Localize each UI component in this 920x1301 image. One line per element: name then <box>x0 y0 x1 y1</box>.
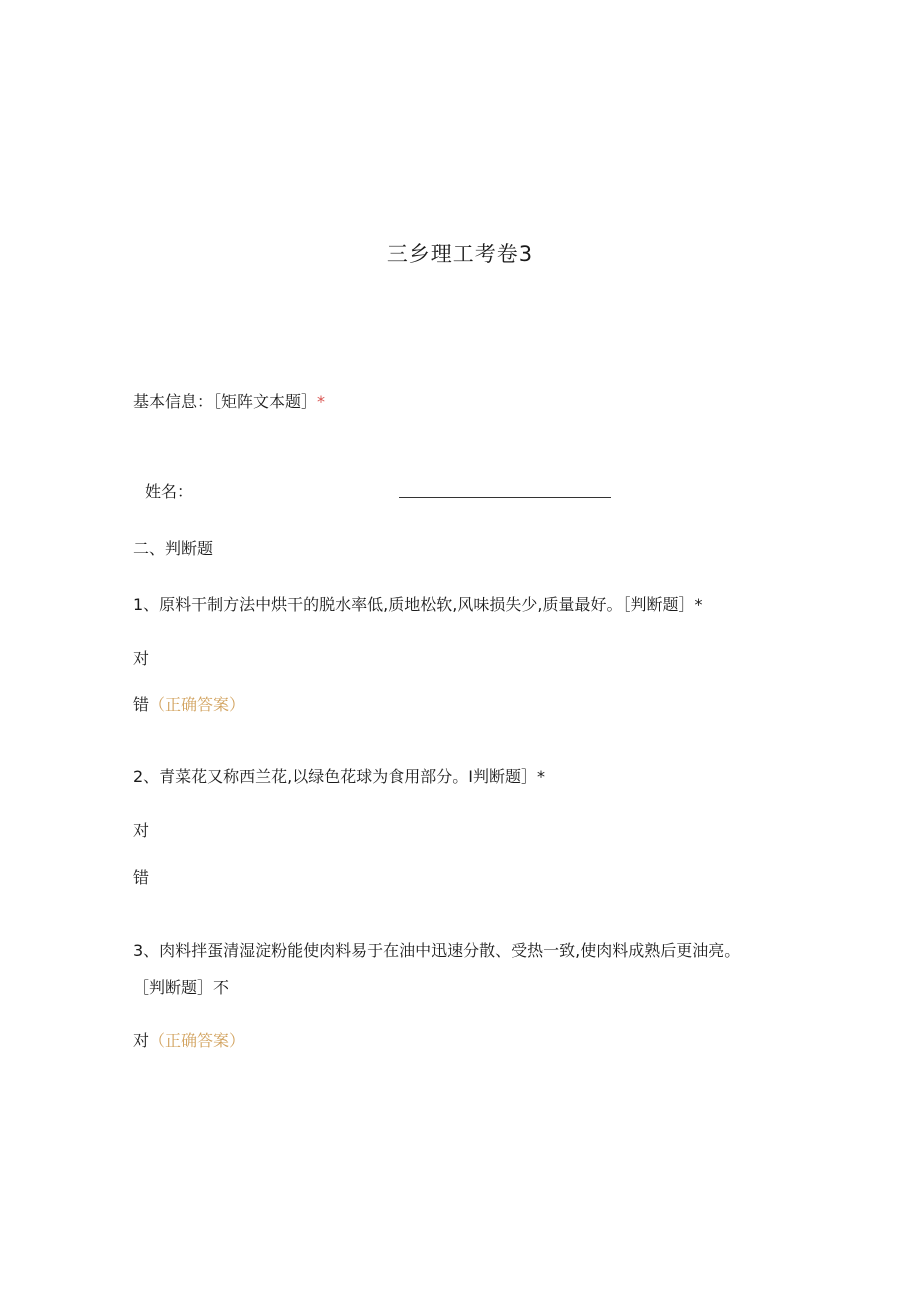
page-title: 三乡理工考卷3 <box>386 242 534 266</box>
question-3-text-line-1: 3、肉料拌蛋清湿淀粉能使肉料易于在油中迅速分散、受热一致,使肉料成熟后更油亮。 <box>133 941 741 960</box>
correct-answer-mark: （正确答案） <box>149 1031 246 1050</box>
option-label: 错 <box>133 695 150 714</box>
question-3-option-true[interactable] <box>133 1030 245 1052</box>
basic-info-label: 基本信息：［矩阵文本题］ <box>133 392 318 411</box>
required-star: * <box>317 392 326 411</box>
name-label: 姓名： <box>145 482 194 501</box>
correct-answer-mark: （正确答案） <box>149 695 246 714</box>
question-2-text: 2、青菜花又称西兰花,以绿色花球为食用部分。I判断题］* <box>133 767 545 786</box>
question-1-text: 1、原料干制方法中烘干的脱水率低,质地松软,风味损失少,质量最好。［判断题］* <box>133 595 703 614</box>
name-input-line[interactable] <box>399 497 611 498</box>
question-3-text-line-2: ［判断题］不 <box>133 978 230 997</box>
section-heading: 二、判断题 <box>133 539 214 558</box>
question-1-option-true[interactable]: 对 <box>133 649 150 668</box>
basic-info-question <box>133 391 325 413</box>
question-2-option-false[interactable]: 错 <box>133 868 150 887</box>
question-1-option-false[interactable] <box>133 694 245 716</box>
question-2-option-true[interactable]: 对 <box>133 821 150 840</box>
option-label: 对 <box>133 1031 150 1050</box>
